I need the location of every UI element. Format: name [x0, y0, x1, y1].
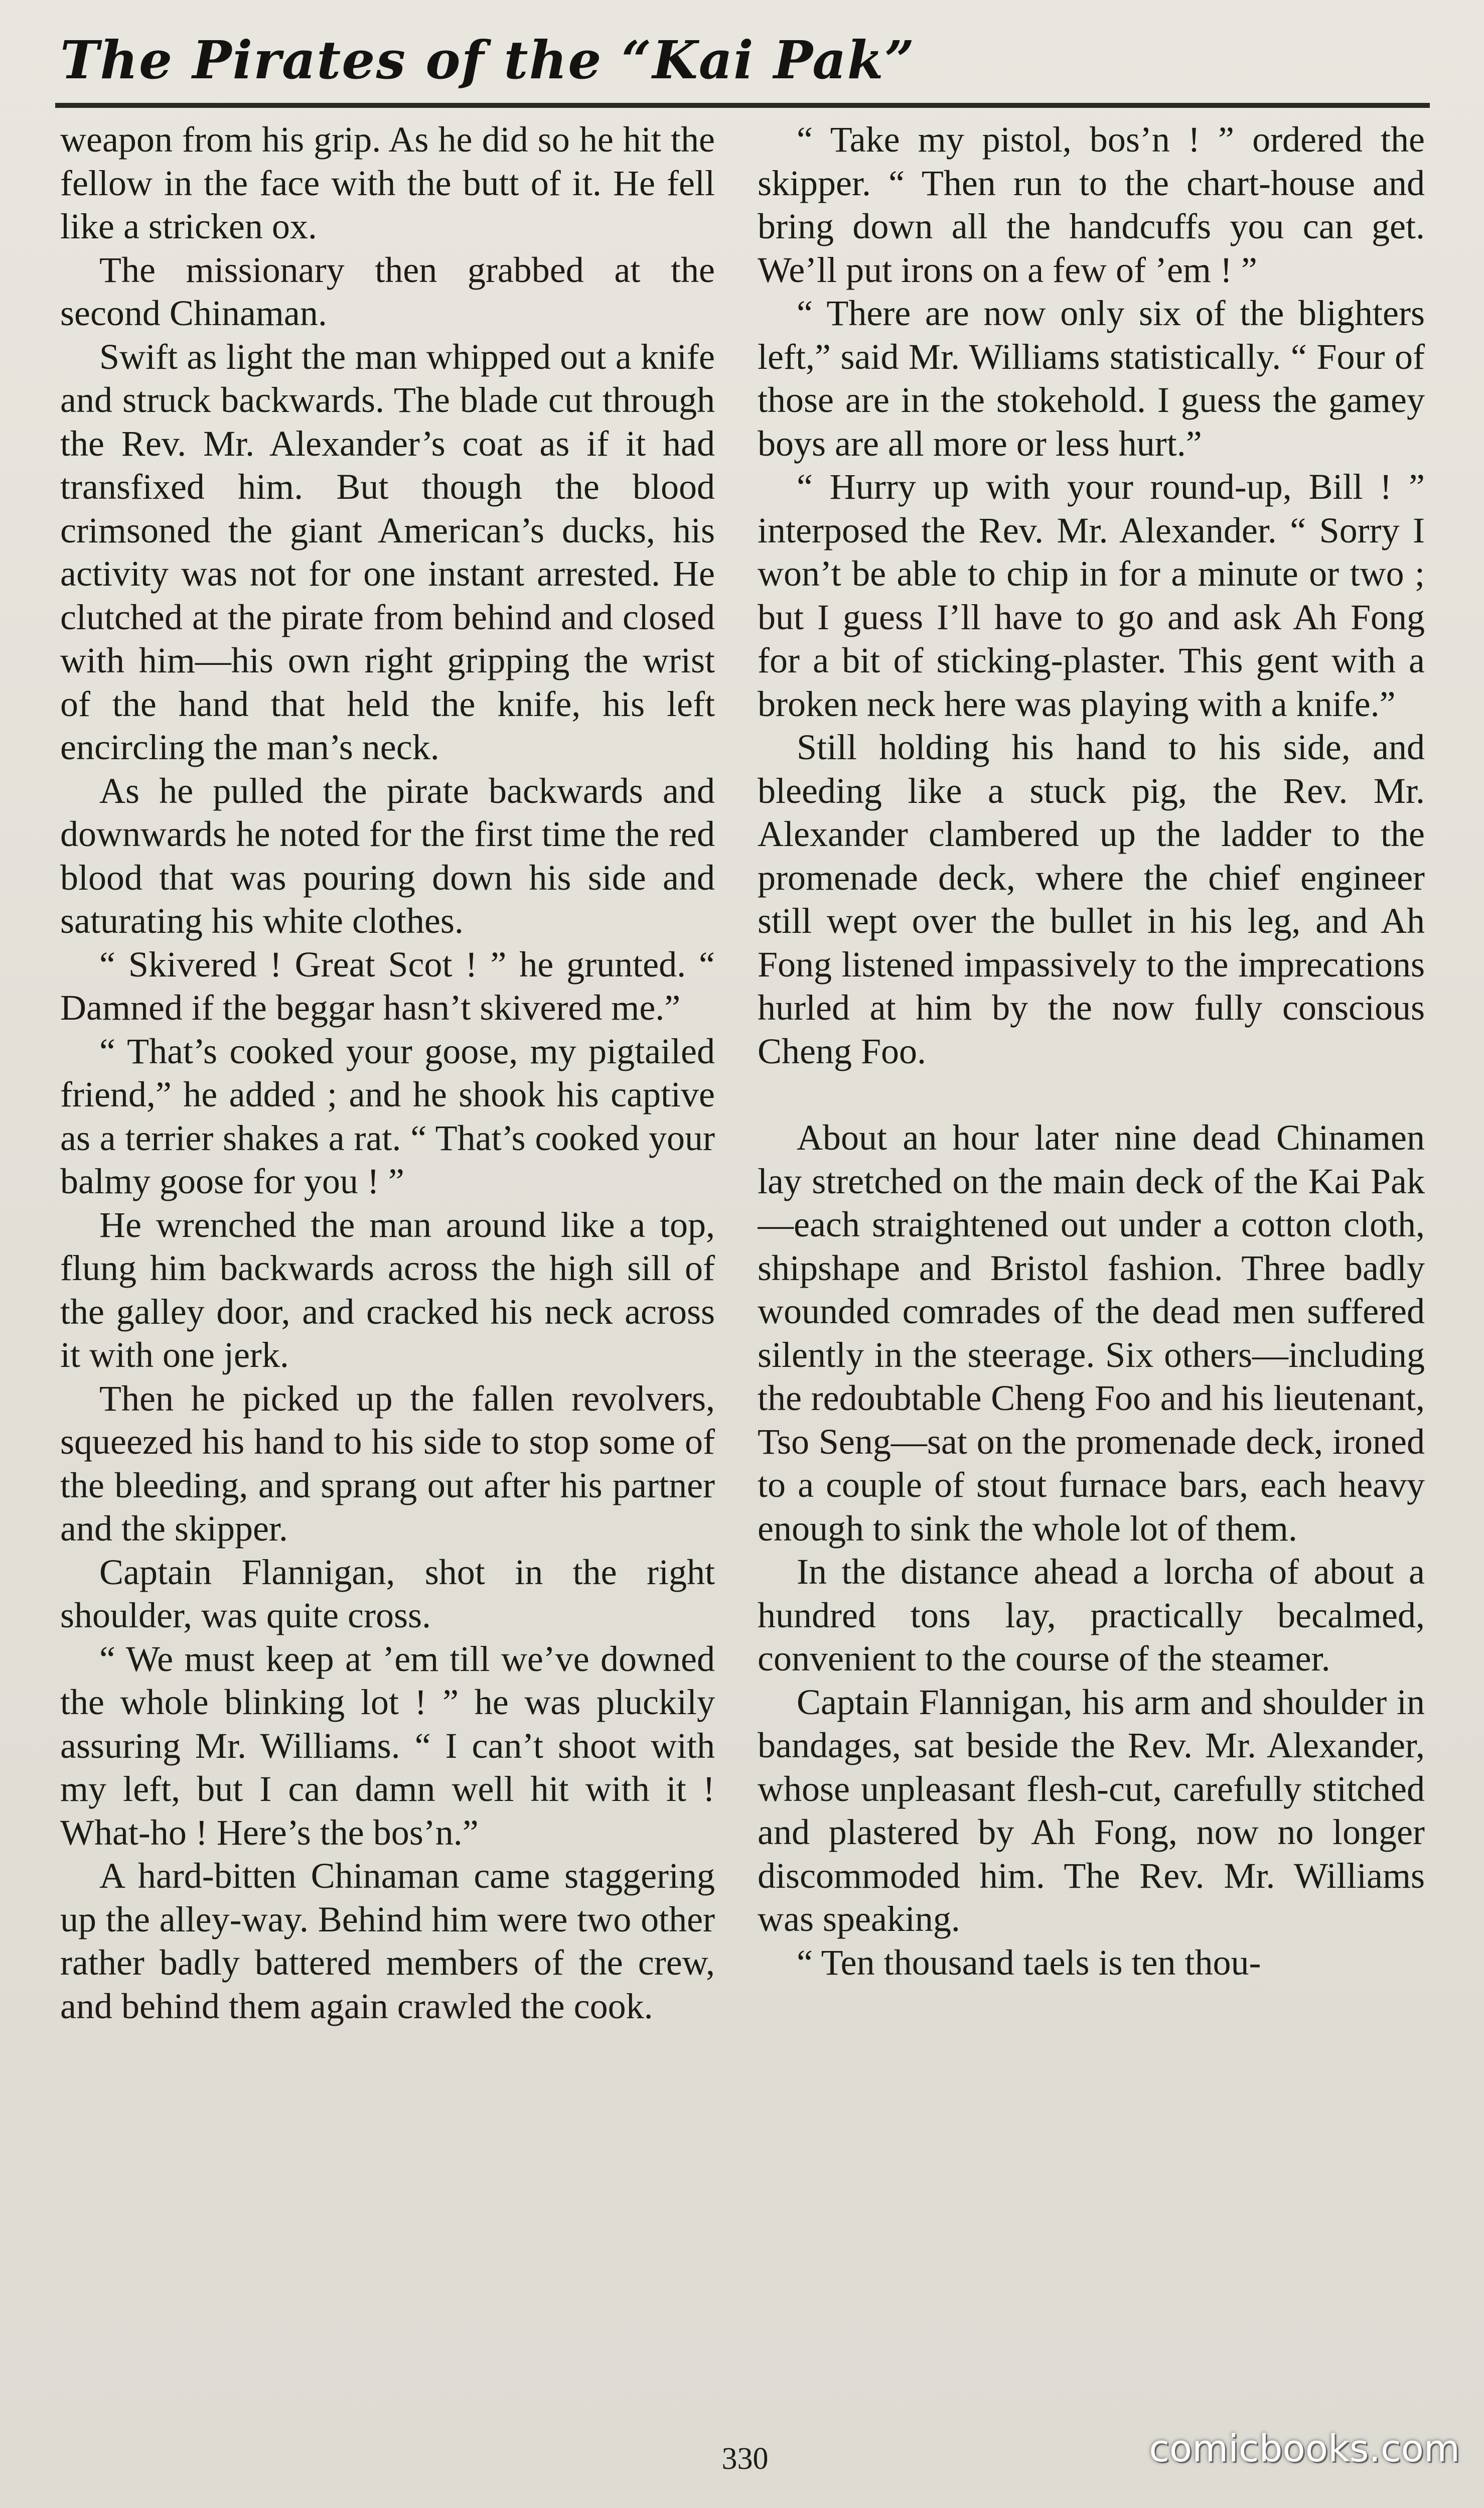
right-column	[758, 118, 1425, 2419]
paragraph: “ There are now only six of the blighters left,” said Mr. Williams statistically. “ Four of those are in the stokehold. I guess the gamey boys are all more or less hurt.”	[758, 293, 1425, 464]
paragraph: Captain Flannigan, his arm and shoulder in bandages, sat beside the Rev. Mr. Alexander, whose unpleasant flesh-cut, carefully stitched and plastered by Ah Fong, now no longer discommoded him. The Rev. Mr. Williams was speaking.	[758, 1682, 1425, 1939]
paragraph: “ Take my pistol, bos’n ! ” ordered the skipper. “ Then run to the chart-house and bring down all the handcuffs you can get. We’ll put irons on a few of ’em ! ”	[758, 119, 1425, 290]
paragraph: Captain Flannigan, shot in the right shoulder, was quite cross.	[60, 1552, 715, 1635]
paragraph: He wrenched the man around like a top, flung him backwards across the high sill of the galley door, and cracked his neck across it with one jerk.	[60, 1204, 715, 1375]
paragraph: “ We must keep at ’em till we’ve downed the whole blinking lot ! ” he was pluckily assuring Mr. Williams. “ I can’t shoot with my left, but I can damn well hit with it ! What-ho ! Here’s the bos’n.”	[60, 1638, 715, 1853]
paragraph: “ Hurry up with your round-up, Bill ! ” interposed the Rev. Mr. Alexander. “ Sorry I won’t be able to chip in for a minute or two ; but I guess I’ll have to go and ask Ah Fong for a bit of sticking-plaster. This gent with a broken neck here was playing with a knife.”	[758, 467, 1425, 724]
site-watermark: comicbooks.com	[1149, 2427, 1460, 2470]
paragraph: About an hour later nine dead Chinamen lay stretched on the main deck of the Kai Pak—each straightened out under a cotton cloth, shipshape and Bristol fashion. Three badly wounded comrades of the dead men suffered silently in the steerage. Six others—including the redoubtable Cheng Foo and his lieutenant, Tso Seng—sat on the promenade deck, ironed to a couple of stout furnace bars, each heavy enough to sink the whole lot of them.	[758, 1118, 1425, 1549]
page-number: 330	[721, 2442, 769, 2476]
paragraph: As he pulled the pirate backwards and downwards he noted for the first time the red blood that was pouring down his side and saturating his white clothes.	[60, 770, 715, 941]
paragraph: The missionary then grabbed at the second Chinaman.	[60, 249, 715, 333]
page-title: The Pirates of the “Kai Pak”	[60, 29, 916, 91]
paragraph: “ Skivered ! Great Scot ! ” he grunted. “ Damned if the beggar hasn’t skivered me.”	[60, 944, 715, 1028]
paragraph: Then he picked up the fallen revolvers, squeezed his hand to his side to stop some of the bleeding, and sprang out after his partner and the skipper.	[60, 1378, 715, 1549]
title-rule	[55, 103, 1430, 108]
paragraph: A hard-bitten Chinaman came staggering up the alley-way. Behind him were two other rather badly battered members of the crew, and behind them again crawled the cook.	[60, 1856, 715, 2026]
paragraph: weapon from his grip. As he did so he hit the fellow in the face with the butt of it. He fell like a stricken ox.	[60, 119, 715, 246]
paragraph: Still holding his hand to his side, and bleeding like a stuck pig, the Rev. Mr. Alexander clambered up the ladder to the promenade deck, where the chief engineer still wept over the bullet in his leg, and Ah Fong listened impassively to the imprecations hurled at him by the now fully conscious Cheng Foo.	[758, 727, 1425, 1071]
paragraph: Swift as light the man whipped out a knife and struck backwards. The blade cut through the Rev. Mr. Alexander’s coat as if it had transfixed him. But though the blood crimsoned the giant American’s ducks, his activity was not for one instant arrested. He clutched at the pirate from behind and closed with him—his own right gripping the wrist of the hand that held the knife, his left encircling the man’s neck.	[60, 336, 715, 767]
paragraph: In the distance ahead a lorcha of about a hundred tons lay, practically becalmed, convenient to the course of the steamer.	[758, 1552, 1425, 1679]
left-column	[60, 118, 715, 2419]
paragraph: “ That’s cooked your goose, my pigtailed friend,” he added ; and he shook his captive as a terrier shakes a rat. “ That’s cooked your balmy goose for you ! ”	[60, 1031, 715, 1201]
paragraph: “ Ten thousand taels is ten thou-	[797, 1942, 1261, 1983]
